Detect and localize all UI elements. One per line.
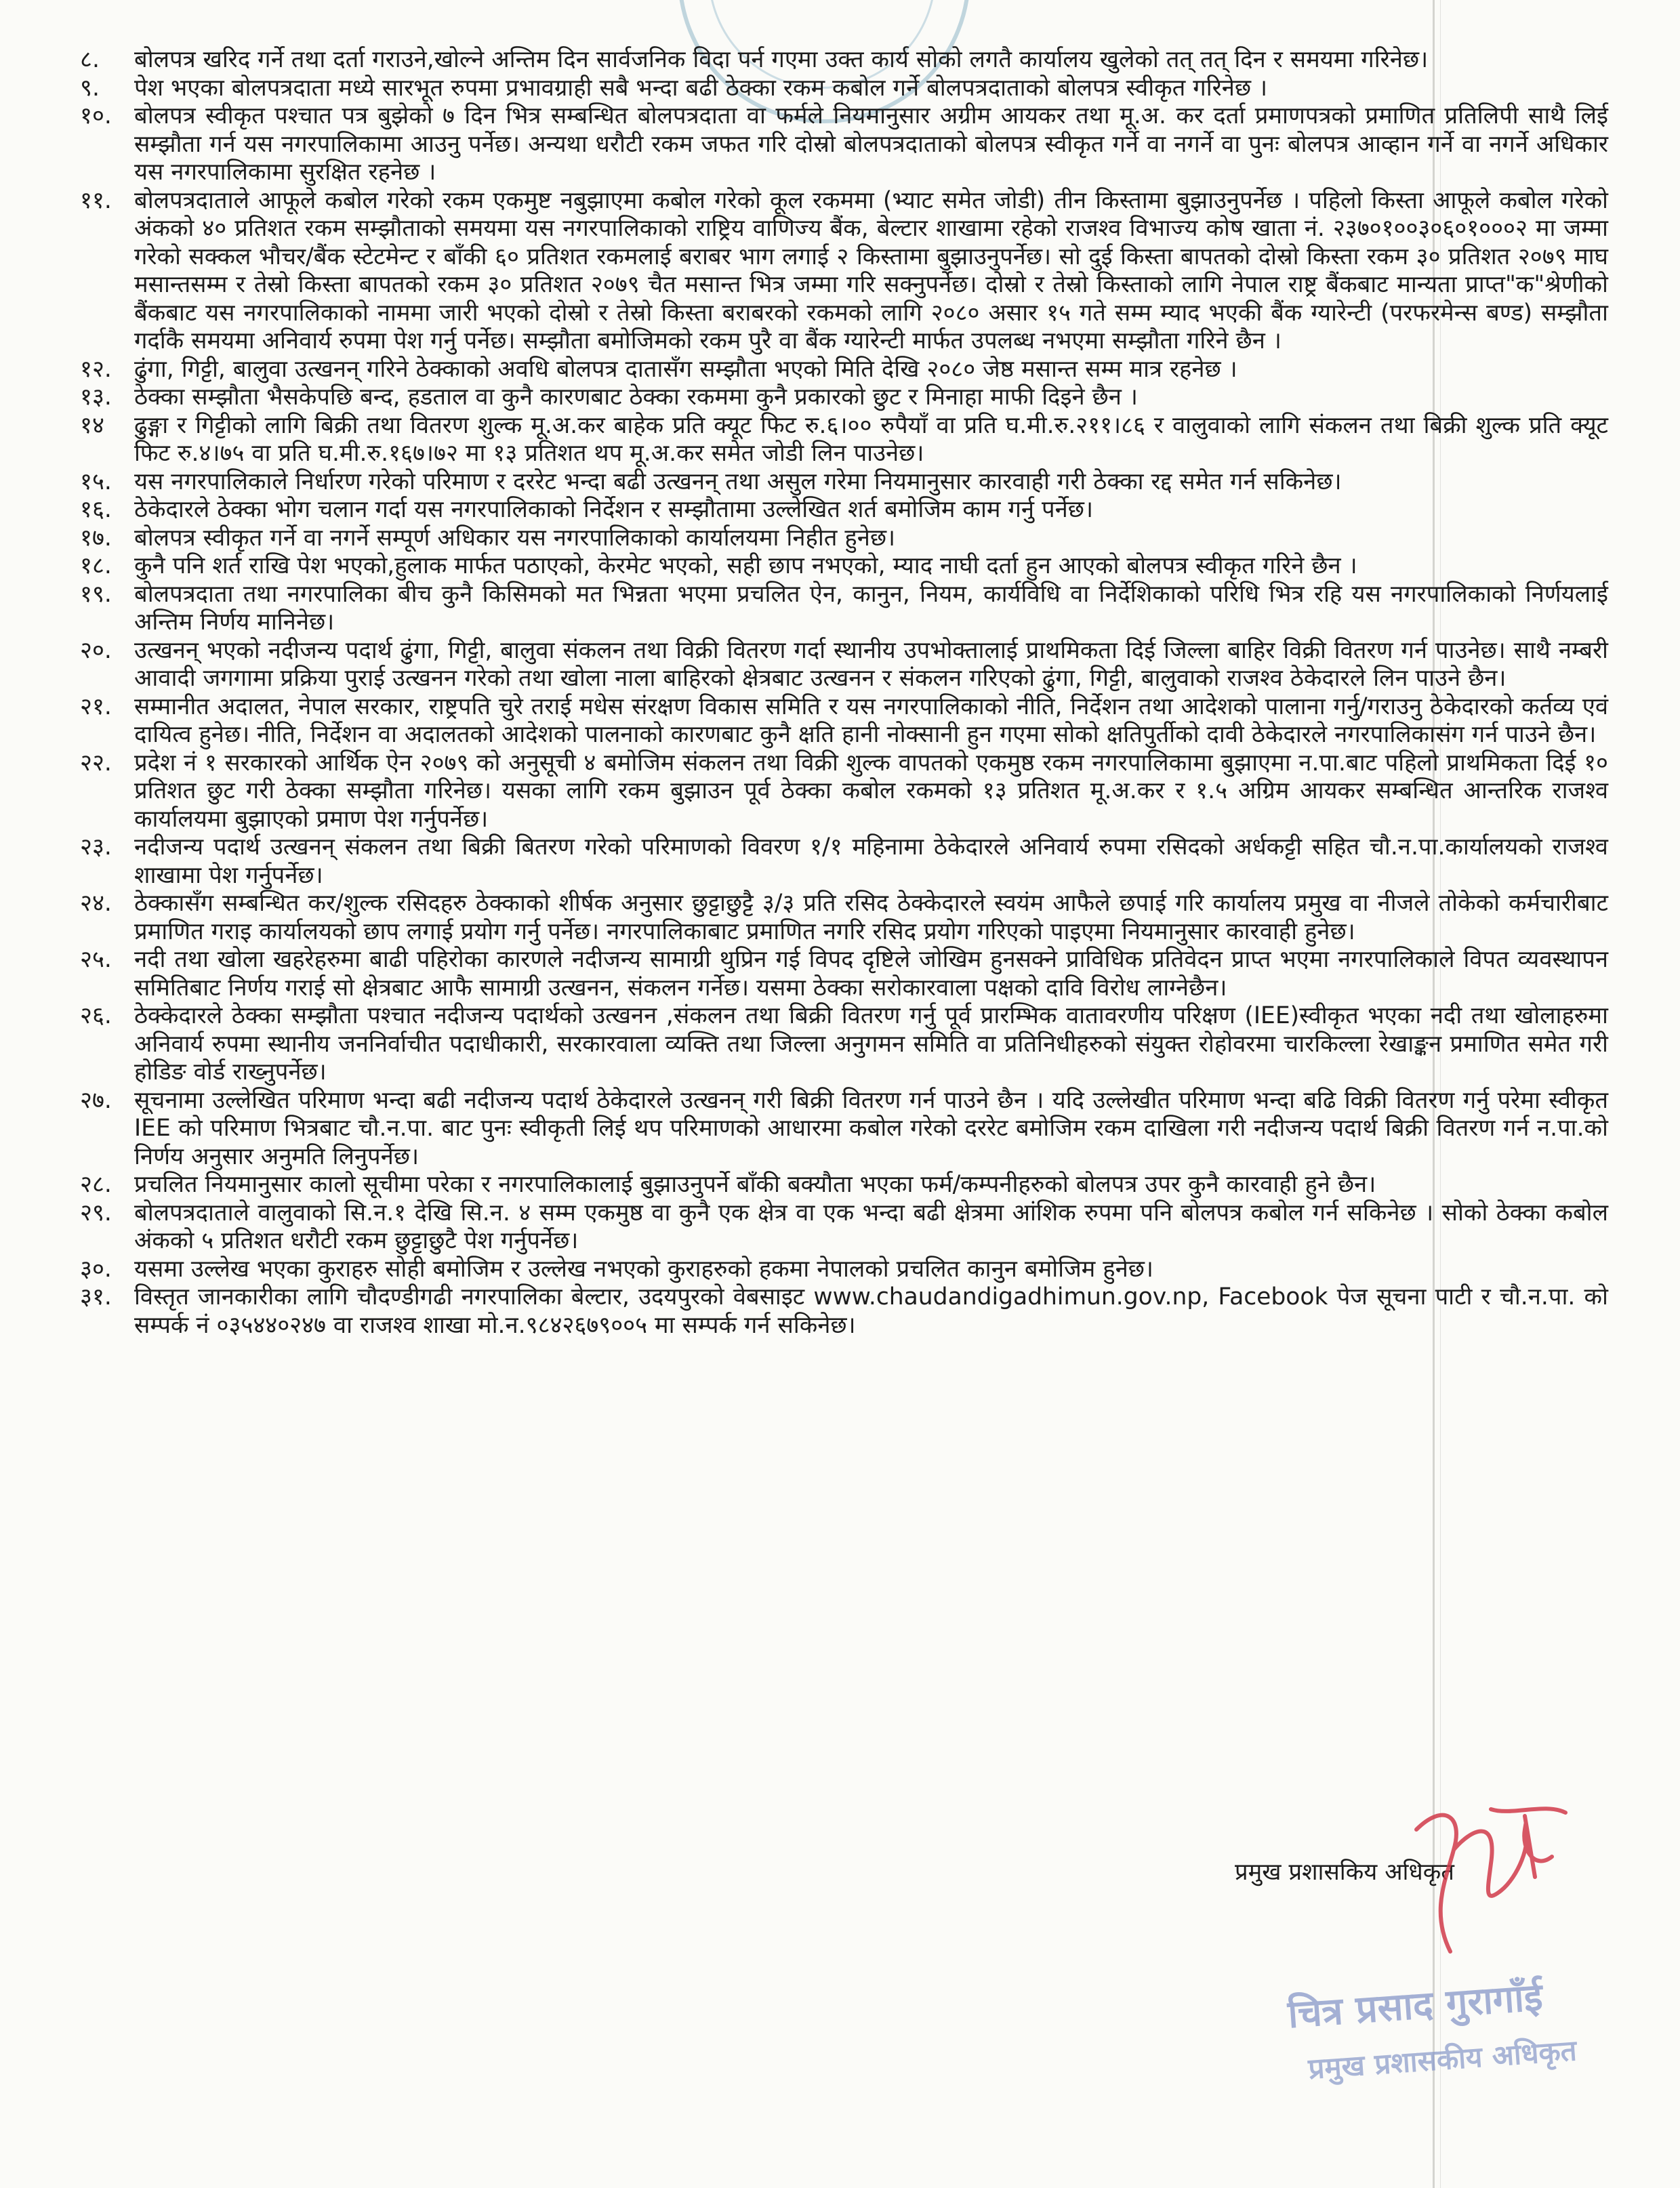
clause-item <box>80 187 1608 356</box>
clause-number: ११. <box>80 186 112 214</box>
clause-item <box>80 356 1608 384</box>
clause-number: २०. <box>80 636 112 664</box>
clause-number: २४. <box>80 890 112 917</box>
clause-item <box>80 384 1608 412</box>
clause-number: २५. <box>80 946 112 973</box>
clause-number: ८. <box>80 46 100 73</box>
clause-item <box>80 1283 1608 1340</box>
clause-item <box>80 1256 1608 1284</box>
clause-number: १३. <box>80 384 112 411</box>
clause-item <box>80 1002 1608 1087</box>
notice-clauses <box>80 46 1608 1340</box>
clause-text: सूचनामा उल्लेखित परिमाण भन्दा बढी नदीजन्य पदार्थ ठेकेदारले उत्खनन् गरी बिक्री वितरण गर्न पाउने छैन । यदि उल्लेखीत परिमाण भन्दा बढि विक्री वितरण गर्नु परेमा स्वीकृत IEE को परिमाण भित्रबाट चौ.न.पा. बाट पुनः स्वीकृती लिई थप परिमाणको आधारमा कबोल गरेको दररेट बमोजिम रकम दाखिला गरी नदीजन्य पदार्थ बिक्री वितरण गर्न न.पा.को निर्णय अनुसार अनुमति लिनुपर्नेछ। <box>134 1086 1608 1170</box>
clause-number: १७. <box>80 524 112 552</box>
clause-number: १९. <box>80 580 112 608</box>
clause-item <box>80 1087 1608 1172</box>
clause-text: विस्तृत जानकारीका लागि चौदण्डीगढी नगरपालिका बेल्टार, उदयपुरको वेबसाइट www.chaudandigadhimun.gov.np, Facebook पेज सूचना पाटी र चौ.न.पा. को सम्पर्क नं ०३५४४०२४७ वा राजश्व शाखा मो.न.९८४२६७९००५ मा सम्पर्क गर्न सकिनेछ। <box>134 1283 1608 1339</box>
clause-number: २९. <box>80 1199 112 1226</box>
clause-text: ठेक्का सम्झौता भैसकेपछि बन्द, हडताल वा कुनै कारणबाट ठेक्का रकममा कुनै प्रकारको छुट र मिनाहा माफी दिइने छैन । <box>134 384 1138 411</box>
clause-text: ठेक्केदारले ठेक्का सम्झौता पश्चात नदीजन्य पदार्थको उत्खनन ,संकलन तथा बिक्री वितरण गर्नु पूर्व प्रारम्भिक वातावरणीय परिक्षण (IEE)स्वीकृत भएका नदी तथा खोलाहरुमा अनिवार्य रुपमा स्थानीय जननिर्वाचीत पदाधीकारी, सरकारवाला व्यक्ति तथा जिल्ला अनुगमन समिति वा प्रतिनिधीहरुको संयुक्त रोहोवरमा चारकिल्ला रेखाङ्कन प्रमाणित समेत गरी होडिङ वोर्ड राख्नुपर्नेछ। <box>134 1002 1608 1086</box>
clause-number: १०. <box>80 102 112 129</box>
clause-item <box>80 468 1608 497</box>
clause-number: १८. <box>80 552 112 579</box>
clause-text: प्रचलित नियमानुसार कालो सूचीमा परेका र नगरपालिकालाई बुझाउनुपर्ने बाँकी बक्यौता भएका फर्म/कम्पनीहरुको बोलपत्र उपर कुनै कारवाही हुने छैन। <box>134 1171 1376 1198</box>
clause-number: १४ <box>80 411 104 439</box>
clause-item <box>80 552 1608 581</box>
clause-item <box>80 1171 1608 1199</box>
clause-number: २१. <box>80 693 112 720</box>
clause-item <box>80 833 1608 890</box>
clause-text: उत्खनन् भएको नदीजन्य पदार्थ ढुंगा, गिट्टी, बालुवा संकलन तथा विक्री वितरण गर्दा स्थानीय उपभोक्तालाई प्राथमिकता दिई जिल्ला बाहिर विक्री वितरण गर्न पाउनेछ। साथै नम्बरी आवादी जगगामा प्रक्रिया पुराई उत्खनन गरेको तथा खोला नाला बाहिरको क्षेत्रबाट उत्खनन र संकलन गरिएको ढुंगा, गिट्टी, बालुवाको राजश्व ठेकेदारले लिन पाउने छैन। <box>134 636 1608 692</box>
clause-item <box>80 946 1608 1002</box>
clause-text: बोलपत्र स्वीकृत पश्चात पत्र बुझेको ७ दिन भित्र सम्बन्धित बोलपत्रदाता वा फर्मले नियमानुसार अग्रीम आयकर तथा मू.अ. कर दर्ता प्रमाणपत्रको प्रमाणित प्रतिलिपी साथै लिई सम्झौता गर्न यस नगरपालिकामा आउनु पर्नेछ। अन्यथा धरौटी रकम जफत गरि दोस्रो बोलपत्रदाताको बोलपत्र स्वीकृत गर्ने वा नगर्ने वा पुनः बोलपत्र आव्हान गर्ने वा नगर्ने अधिकार यस नगरपालिकामा सुरक्षित रहनेछ । <box>134 102 1608 186</box>
clause-text: कुनै पनि शर्त राखि पेश भएको,हुलाक मार्फत पठाएको, केरमेट भएको, सही छाप नभएको, म्याद नाघी दर्ता हुन आएको बोलपत्र स्वीकृत गरिने छैन । <box>134 552 1357 579</box>
clause-text: नदीजन्य पदार्थ उत्खनन् संकलन तथा बिक्री बितरण गरेको परिमाणको विवरण १/१ महिनामा ठेकेदारले अनिवार्य रुपमा रसिदको अर्धकट्टी सहित चौ.न.पा.कार्यालयको राजश्व शाखामा पेश गर्नुपर्नेछ। <box>134 833 1608 889</box>
clause-text: ढुंगा, गिट्टी, बालुवा उत्खनन् गरिने ठेक्काको अवधि बोलपत्र दातासँग सम्झौता भएको मिति देखि २०८० जेष्ठ मसान्त सम्म मात्र रहनेछ । <box>134 355 1237 383</box>
clause-text: नदी तथा खोला खहरेहरुमा बाढी पहिरोका कारणले नदीजन्य सामाग्री थुप्रिन गई विपद दृष्टिले जोखिम हुनसक्ने प्राविधिक प्रतिवेदन प्राप्त भएमा नगरपालिकाले विपत व्यवस्थापन समितिबाट निर्णय गराई सो क्षेत्रबाट आफै सामाग्री उत्खनन, संकलन गर्नेछ। यसमा ठेक्का सरोकारवाला पक्षको दावि विरोध लाग्नेछैन। <box>134 946 1608 1002</box>
officer-title-stamp: प्रमुख प्रशासकीय अधिकृत <box>1307 2034 1578 2086</box>
clause-number: ३१. <box>80 1283 112 1310</box>
clause-item <box>80 581 1608 637</box>
clause-number: २३. <box>80 833 112 861</box>
clause-item <box>80 412 1608 468</box>
clause-number: ३०. <box>80 1255 112 1283</box>
clause-text: यसमा उल्लेख भएका कुराहरु सोही बमोजिम र उल्लेख नभएको कुराहरुको हकमा नेपालको प्रचलित कानुन बमोजिम हुनेछ। <box>134 1255 1153 1283</box>
clause-item <box>80 1199 1608 1256</box>
clause-number: १५. <box>80 468 112 495</box>
clause-number: ९. <box>80 74 100 102</box>
clause-text: बोलपत्र खरिद गर्ने तथा दर्ता गराउने,खोल्ने अन्तिम दिन सार्वजनिक विदा पर्न गएमा उक्त कार्य सोको लगतै कार्यालय खुलेको तत् तत् दिन र समयमा गरिनेछ। <box>134 46 1429 73</box>
clause-item <box>80 749 1608 834</box>
clause-text: बोलपत्रदाताले वालुवाको सि.न.१ देखि सि.न. ४ सम्म एकमुष्ठ वा कुनै एक क्षेत्र वा एक भन्दा बढी क्षेत्रमा आंशिक रुपमा पनि बोलपत्र कबोल गर्न सकिनेछ । सोको ठेक्का कबोल अंकको ५ प्रतिशत धरौटी रकम छुट्टाछुटै पेश गर्नुपर्नेछ। <box>134 1199 1608 1254</box>
clause-text: बोलपत्रदाता तथा नगरपालिका बीच कुनै किसिमको मत भिन्नता भएमा प्रचलित ऐन, कानुन, नियम, कार्यविधि वा निर्देशिकाको परिधि भित्र रहि यस नगरपालिकाको निर्णयलाई अन्तिम निर्णय मानिनेछ। <box>134 580 1608 636</box>
chief-officer-label: प्रमुख प्रशासकिय अधिकृत <box>1235 1859 1454 1886</box>
clause-text: ठेकेदारले ठेक्का भोग चलान गर्दा यस नगरपालिकाको निर्देशन र सम्झौतामा उल्लेखित शर्त बमोजिम काम गर्नु पर्नेछ। <box>134 496 1094 523</box>
clause-item <box>80 890 1608 946</box>
clause-text: ठेक्कासँग सम्बन्धित कर/शुल्क रसिदहरु ठेक्काको शीर्षक अनुसार छुट्टाछुट्टै ३/३ प्रति रसिद ठेक्केदारले स्वयंम आफैले छपाई गरि कार्यालय प्रमुख वा नीजले तोकेको कर्मचारीबाट प्रमाणित गराइ कार्यालयको छाप लगाई प्रयोग गर्नु पर्नेछ। नगरपालिकाबाट प्रमाणित नगरि रसिद प्रयोग गरिएको पाइएमा नियमानुसार कारवाही हुनेछ। <box>134 890 1608 945</box>
clause-text: यस नगरपालिकाले निर्धारण गरेको परिमाण र दररेट भन्दा बढी उत्खनन् तथा असुल गरेमा नियमानुसार कारवाही गरी ठेक्का रद्द समेत गर्न सकिनेछ। <box>134 468 1342 495</box>
clause-item <box>80 693 1608 749</box>
clause-number: २७. <box>80 1086 112 1114</box>
clause-text: पेश भएका बोलपत्रदाता मध्ये सारभूत रुपमा प्रभावग्राही सबै भन्दा बढी ठेक्का रकम कबोल गर्ने बोलपत्रदाताको बोलपत्र स्वीकृत गरिनेछ । <box>134 74 1268 102</box>
clause-text: सम्मानीत अदालत, नेपाल सरकार, राष्ट्रपति चुरे तराई मधेस संरक्षण विकास समिति र यस नगरपालिकाको नीति, निर्देशन तथा आदेशको पालाना गर्नु/गराउनु ठेकेदारको कर्तव्य एवं दायित्व हुनेछ। नीति, निर्देशन वा अदालतको आदेशको पालनाको कारणबाट कुनै क्षति हानी नोक्सानी हुन गएमा सोको क्षतिपुर्तीको दावी ठेकेदारले नगरपालिकासंग गर्न पाउने छैन। <box>134 693 1608 748</box>
clause-number: २६. <box>80 1002 112 1029</box>
clause-item <box>80 46 1608 75</box>
clause-item <box>80 524 1608 553</box>
clause-text: बोलपत्र स्वीकृत गर्ने वा नगर्ने सम्पूर्ण अधिकार यस नगरपालिकाको कार्यालयमा निहीत हुनेछ। <box>134 524 896 552</box>
clause-text: प्रदेश नं १ सरकारको आर्थिक ऐन २०७९ को अनुसूची ४ बमोजिम संकलन तथा विक्री शुल्क वापतको एकमुष्ठ रकम नगरपालिकामा बुझाएमा न.पा.बाट पहिलो प्राथमिकता दिई १० प्रतिशत छुट गरी ठेक्का सम्झौता गरिनेछ। यसका लागि रकम बुझाउन पूर्व ठेक्का कबोल रकमको १३ प्रतिशत मू.अ.कर र १.५ अग्रिम आयकर सम्बन्धित आन्तरिक राजश्व कार्यालयमा बुझाएको प्रमाण पेश गर्नुपर्नेछ। <box>134 749 1608 833</box>
clause-number: १६. <box>80 496 112 523</box>
clause-item <box>80 637 1608 693</box>
clause-number: २२. <box>80 749 112 777</box>
clause-item <box>80 102 1608 187</box>
handwritten-signature <box>1389 1789 1620 1992</box>
clause-text: बोलपत्रदाताले आफूले कबोल गरेको रकम एकमुष्ट नबुझाएमा कबोल गरेको कूल रकममा (भ्याट समेत जोडी) तीन किस्तामा बुझाउनुपर्नेछ । पहिलो किस्ता आफूले कबोल गरेको अंकको ४० प्रतिशत रकम सम्झौताको समयमा यस नगरपालिकाको राष्ट्रिय वाणिज्य बैंक, बेल्टार शाखामा रहेको राजश्व विभाज्य कोष खाता नं. २३७०१००३०६०१०००२ मा जम्मा गरेको सक्कल भौचर/बैंक स्टेटमेन्ट र बाँकी ६० प्रतिशत रकमलाई बराबर भाग लगाई २ किस्तामा बुझाउनुपर्नेछ। सो दुई किस्ता बापतको दोस्रो किस्ता रकम ३० प्रतिशत २०७९ माघ मसान्तसम्म र तेस्रो किस्ता बापतको रकम ३० प्रतिशत २०७९ चैत मसान्त भित्र जम्मा गरि सक्नुपर्नेछ। दोस्रो र तेस्रो किस्ताको लागि नेपाल राष्ट्र बैंकबाट मान्यता प्राप्त"क"श्रेणीको बैंकबाट यस नगरपालिकाको नाममा जारी भएको दोस्रो र तेस्रो किस्ता बराबरको रकमको लागि २०८० असार १५ गते सम्म म्याद भएकी बैंक ग्यारेन्टी (परफरमेन्स बण्ड) सम्झौता गर्दाकै समयमा अनिवार्य रुपमा पेश गर्नु पर्नेछ। सम्झौता बमोजिमको रकम पुरै वा बैंक ग्यारेन्टी मार्फत उपलब्ध नभएमा सम्झौता गरिने छैन । <box>134 186 1608 354</box>
clause-number: २८. <box>80 1171 112 1198</box>
clause-item <box>80 75 1608 103</box>
officer-name-stamp: चित्र प्रसाद गुरागाँई <box>1286 1975 1544 2038</box>
clause-text: ढुङ्गा र गिट्टीको लागि बिक्री तथा वितरण शुल्क मू.अ.कर बाहेक प्रति क्यूट फिट रु.६।०० रुपैयाँ वा प्रति घ.मी.रु.२११।८६ र वालुवाको लागि संकलन तथा बिक्री शुल्क प्रति क्यूट फिट रु.४।७५ वा प्रति घ.मी.रु.१६७।७२ मा १३ प्रतिशत थप मू.अ.कर समेत जोडी लिन पाउनेछ। <box>134 411 1608 467</box>
clause-number: १२. <box>80 355 112 383</box>
clause-item <box>80 496 1608 524</box>
